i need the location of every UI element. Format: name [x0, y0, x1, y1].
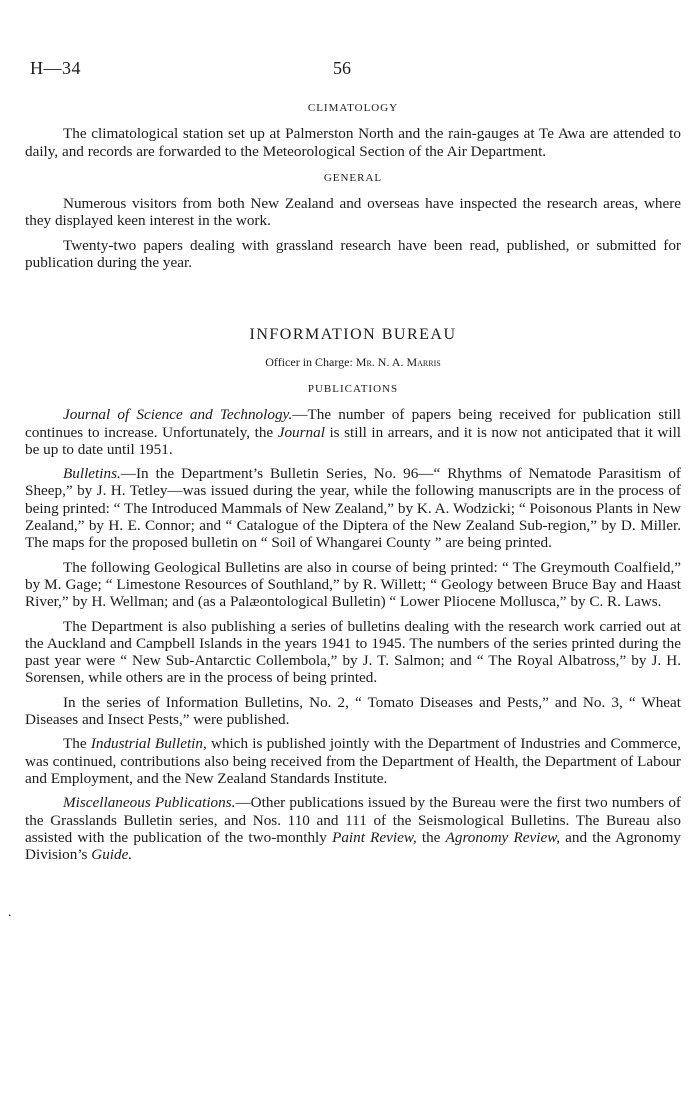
climatology-paragraph: The climatological station set up at Palmerston North and the rain-gauges at Te Awa are attended to daily, and records are forwarded to the Meteorological Section of the Air Department.	[25, 125, 681, 160]
industrial-text-a: The	[63, 735, 91, 753]
geological-paragraph: The following Geological Bulletins are also in course of being printed: “ The Greymouth Coalfield,” by M. Gage; “ Limestone Resources of Southland,” by R. Willett; “ Geology between Bruce Bay and Haast River,” by H. Wellman; and (as a Palæontological Bulletin) “ Lower Pliocene Mollusca,” by C. R. Laws.	[25, 558, 681, 611]
officer-name: Mr. N. A. Marris	[355, 354, 441, 369]
general-heading: GENERAL	[323, 171, 383, 184]
journal-text-a: —The number of papers being received for publication still continues to increase. Unfortunately, the	[25, 406, 681, 441]
publications-heading: PUBLICATIONS	[307, 382, 399, 395]
climatology-heading: CLIMATOLOGY	[307, 102, 399, 114]
paint-review-title: Paint Review,	[332, 828, 417, 846]
bulletins-text: —In the Department’s Bulletin Series, No. 96—“ Rhythms of Nematode Parasitism of Sheep,” by J. H. Tetley—was issued during the year, while the following manuscripts are in the process of being printed: “ The Introduced Mammals of New Zealand,” by K. A. Wodzicki; “ Poisonous Plants in New Zealand,” by H. E. Connor; and “ Catalogue of the Diptera of the New Zealand Sub-region,” by D. Miller. The maps for the proposed bulletin on “ Soil of Whangarei County ” are being printed.	[25, 465, 681, 552]
page-number: 56	[333, 58, 351, 78]
officer-in-charge	[25, 354, 681, 371]
misc-lead: Miscellaneous Publications.	[63, 794, 236, 812]
bulletins-paragraph	[25, 465, 681, 551]
agronomy-review-title: Agronomy Review,	[445, 828, 560, 846]
misc-text-b: the	[416, 828, 446, 846]
industrial-text-b: which is published jointly with the Department of Industries and Commerce, was continued, contributions also being received from the Department of Health, the Department of Labour and Employment, and the New Zealand Standards Institute.	[25, 735, 681, 787]
general-paragraph-visitors: Numerous visitors from both New Zealand and overseas have inspected the research areas, where they displayed keen interest in the work.	[25, 195, 681, 230]
bulletins-lead: Bulletins.	[63, 465, 121, 483]
margin-dot: .	[8, 905, 12, 920]
officer-label: Officer in Charge:	[265, 354, 353, 369]
information-bulletins-paragraph: In the series of Information Bulletins, No. 2, “ Tomato Diseases and Pests,” and No. 3, “ Wheat Diseases and Insect Pests,” were published.	[25, 693, 681, 729]
industrial-title: Industrial Bulletin,	[90, 735, 207, 753]
misc-text-a: —Other publications issued by the Bureau were the first two numbers of the Grasslands Bulletin series, and Nos. 110 and 111 of the Seismological Bulletins. The Bureau also assisted with the publication of the two-monthly	[25, 794, 681, 846]
journal-paragraph	[25, 406, 681, 458]
industrial-paragraph	[25, 735, 681, 787]
journal-text-b: is still in arrears, and it is now not anticipated that it will be up to date until 1951.	[25, 423, 682, 458]
page-body	[25, 100, 681, 870]
information-bureau-title: INFORMATION BUREAU	[249, 326, 457, 344]
journal-italic: Journal	[277, 423, 325, 441]
journal-title: Journal of Science and Technology.	[63, 406, 293, 424]
misc-text-c: and the Agronomy Division’s	[25, 828, 681, 864]
miscellaneous-paragraph	[25, 794, 681, 863]
document-id: H—34	[30, 58, 81, 78]
subantarctic-paragraph: The Department is also publishing a series of bulletins dealing with the research work carried out at the Auckland and Campbell Islands in the years 1941 to 1945. The numbers of the series printed during the past year were “ New Sub-Antarctic Collembola,” by J. T. Salmon; and “ The Royal Albatross,” by J. H. Sorensen, while others are in the process of being printed.	[25, 617, 681, 687]
general-paragraph-papers: Twenty-two papers dealing with grassland research have been read, published, or submitted for publication during the year.	[25, 236, 681, 272]
guide-title: Guide.	[91, 846, 133, 864]
